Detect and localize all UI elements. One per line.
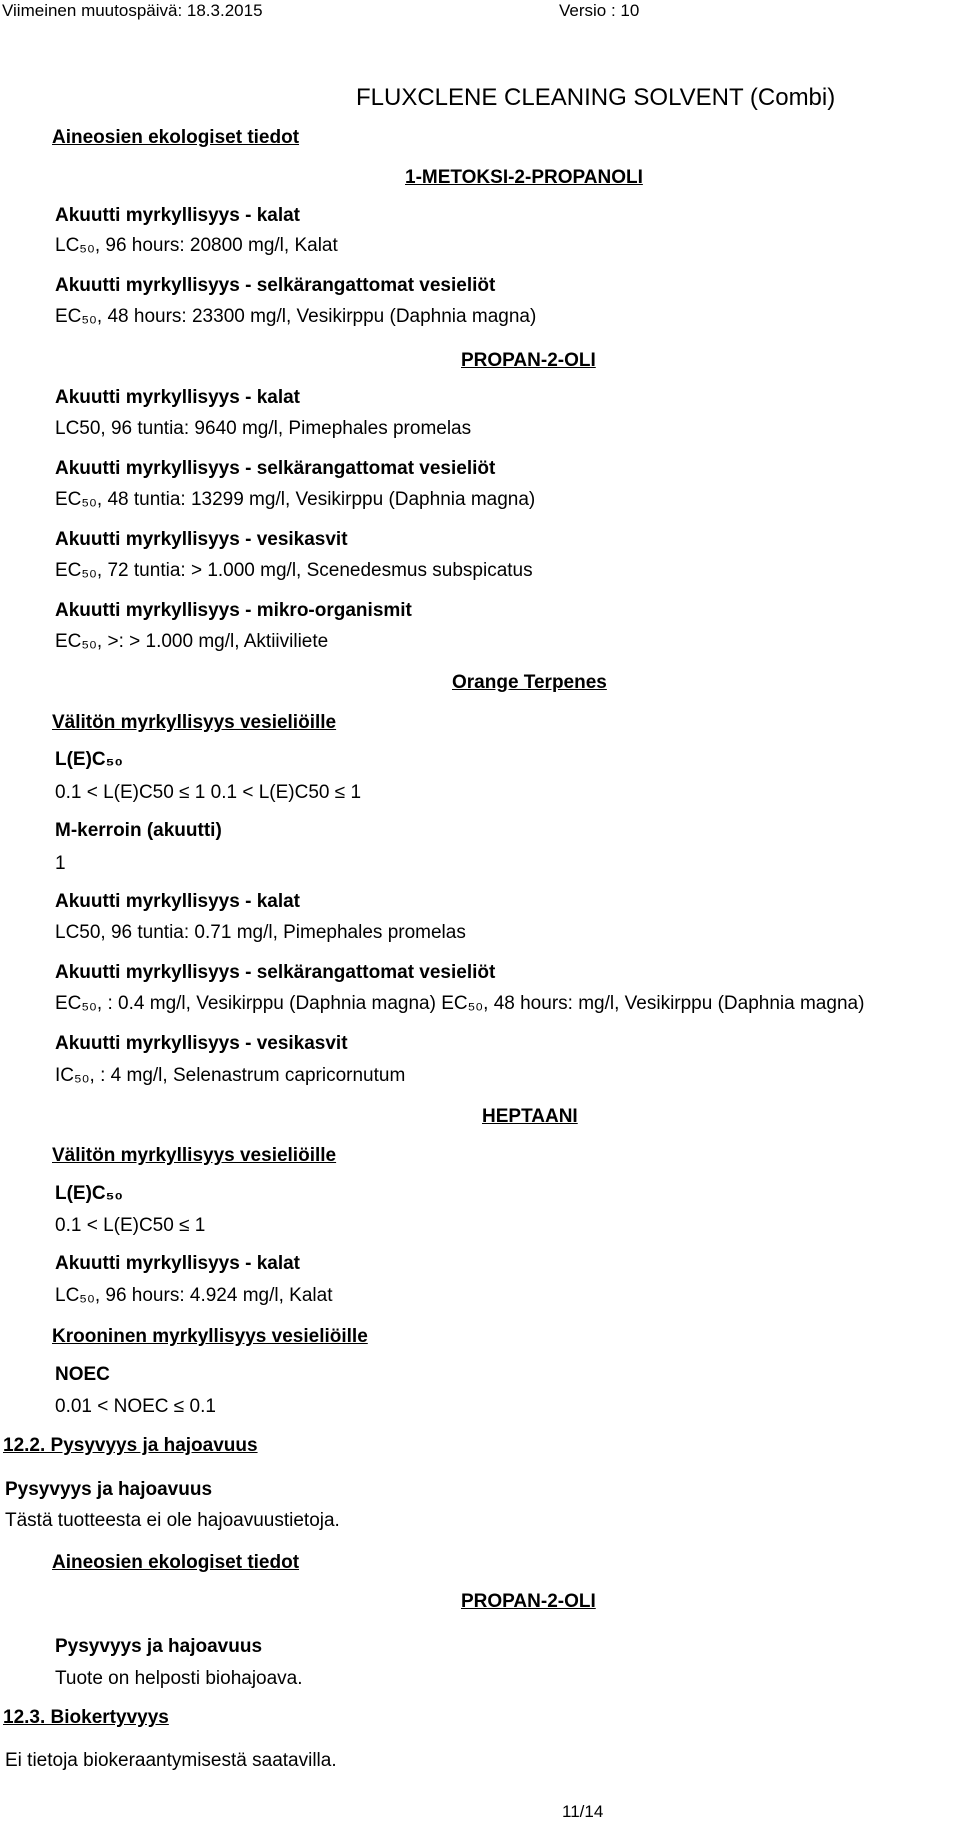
fish-value: LC50, 96 tuntia: 9640 mg/l, Pimephales promelas	[55, 418, 472, 439]
micro-value: EC₅₀, >: > 1.000 mg/l, Aktiiviliete	[55, 631, 329, 652]
persistence-label: Pysyvyys ja hajoavuus	[55, 1636, 263, 1657]
invert-value: EC₅₀, 48 hours: 23300 mg/l, Vesikirppu (Daphnia magna)	[55, 306, 537, 327]
persistence-value: Tuote on helposti biohajoava.	[55, 1668, 303, 1689]
acute-aquatic-heading: Välitön myrkyllisyys vesieliöille	[52, 712, 337, 733]
fish-label: Akuutti myrkyllisyys - kalat	[55, 1253, 300, 1274]
substance-propanol: PROPAN-2-OLI	[461, 350, 596, 371]
invert-label: Akuutti myrkyllisyys - selkärangattomat vesieliöt	[55, 275, 496, 296]
plants-label: Akuutti myrkyllisyys - vesikasvit	[55, 529, 348, 550]
chronic-aquatic-heading: Krooninen myrkyllisyys vesieliöille	[52, 1326, 368, 1347]
fish-value: LC₅₀, 96 hours: 20800 mg/l, Kalat	[55, 235, 338, 256]
fish-label: Akuutti myrkyllisyys - kalat	[55, 891, 300, 912]
section-12-3-heading: 12.3. Biokertyvyys	[3, 1707, 169, 1728]
lec50-value: 0.1 < L(E)C50 ≤ 1	[55, 1215, 206, 1236]
ingredients-eco-heading: Aineosien ekologiset tiedot	[52, 1552, 300, 1573]
acute-aquatic-heading: Välitön myrkyllisyys vesieliöille	[52, 1145, 337, 1166]
fish-label: Akuutti myrkyllisyys - kalat	[55, 205, 300, 226]
section-12-2-heading: 12.2. Pysyvyys ja hajoavuus	[3, 1435, 258, 1456]
fish-value: LC50, 96 tuntia: 0.71 mg/l, Pimephales promelas	[55, 922, 466, 943]
version: Versio : 10	[559, 1, 640, 20]
plants-label: Akuutti myrkyllisyys - vesikasvit	[55, 1033, 348, 1054]
persistence-text: Tästä tuotteesta ei ole hajoavuustietoja.	[5, 1510, 340, 1531]
substance-orange-terpenes: Orange Terpenes	[452, 672, 607, 693]
substance-heptane: HEPTAANI	[482, 1106, 578, 1127]
fish-label: Akuutti myrkyllisyys - kalat	[55, 387, 300, 408]
substance-metoxypropanol: 1-METOKSI-2-PROPANOLI	[405, 167, 643, 188]
ingredients-eco-heading: Aineosien ekologiset tiedot	[52, 127, 300, 148]
product-title: FLUXCLENE CLEANING SOLVENT (Combi)	[356, 84, 836, 111]
invert-value: EC₅₀, : 0.4 mg/l, Vesikirppu (Daphnia magna) EC₅₀, 48 hours: mg/l, Vesikirppu (Daphnia magna)	[55, 993, 865, 1014]
substance-propanol: PROPAN-2-OLI	[461, 1591, 596, 1612]
micro-label: Akuutti myrkyllisyys - mikro-organismit	[55, 600, 412, 621]
plants-value: EC₅₀, 72 tuntia: > 1.000 mg/l, Scenedesmus subspicatus	[55, 560, 533, 581]
revision-date: Viimeinen muutospäivä: 18.3.2015	[2, 1, 263, 20]
m-factor-value: 1	[55, 853, 66, 874]
invert-label: Akuutti myrkyllisyys - selkärangattomat vesieliöt	[55, 962, 496, 983]
fish-value: LC₅₀, 96 hours: 4.924 mg/l, Kalat	[55, 1285, 333, 1306]
noec-label: NOEC	[55, 1364, 110, 1385]
lec50-label: L(E)C₅₀	[55, 1183, 123, 1204]
lec50-label: L(E)C₅₀	[55, 749, 123, 770]
persistence-label: Pysyvyys ja hajoavuus	[5, 1479, 213, 1500]
lec50-value: 0.1 < L(E)C50 ≤ 1 0.1 < L(E)C50 ≤ 1	[55, 782, 362, 803]
invert-label: Akuutti myrkyllisyys - selkärangattomat vesieliöt	[55, 458, 496, 479]
m-factor-label: M-kerroin (akuutti)	[55, 820, 222, 841]
noec-value: 0.01 < NOEC ≤ 0.1	[55, 1396, 216, 1417]
page-number: 11/14	[562, 1802, 604, 1821]
invert-value: EC₅₀, 48 tuntia: 13299 mg/l, Vesikirppu (Daphnia magna)	[55, 489, 536, 510]
plants-value: IC₅₀, : 4 mg/l, Selenastrum capricornutum	[55, 1065, 406, 1086]
bioaccumulation-text: Ei tietoja biokeraantymisestä saatavilla.	[5, 1750, 337, 1771]
